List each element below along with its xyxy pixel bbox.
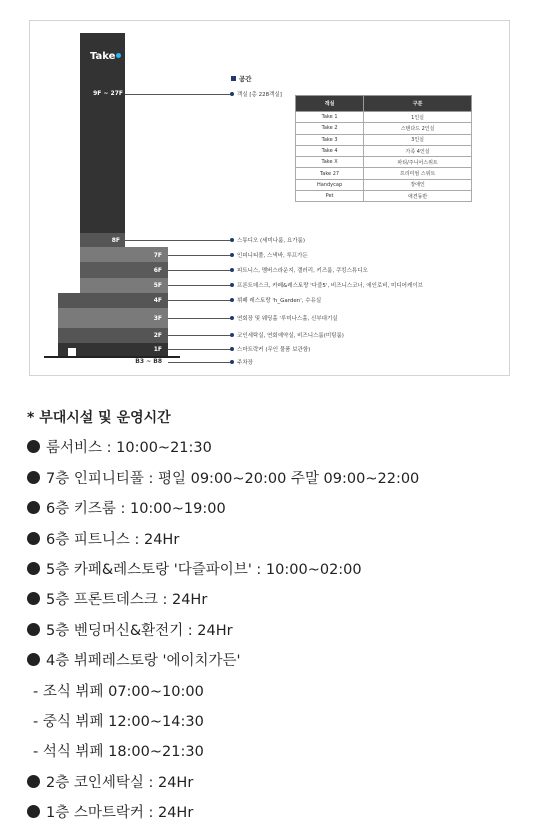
table-cell: 1인실 [364,112,472,123]
floor-description: 객실 [총 228객실] [237,92,282,98]
table-cell: 스탠다드 2인실 [364,123,472,134]
table-cell: Take X [296,157,364,168]
table-cell: Take 27 [296,168,364,179]
table-row [296,157,472,168]
leader-line [168,362,230,363]
table-cell: Take 1 [296,112,364,123]
list-item: 5층 벤딩머신&환전기 : 24Hr [27,621,527,651]
floor-label: 1F [153,346,162,353]
bullet-icon [27,562,40,575]
bullet-icon [27,471,40,484]
list-item: 4층 뷔페레스토랑 '에이치가든' [27,651,527,681]
bullet-icon [27,623,40,636]
leader-line [125,240,230,241]
floor-label: 4F [153,297,162,304]
table-row [296,112,472,123]
leader-line [168,255,230,256]
list-item: 6층 피트니스 : 24Hr [27,530,527,560]
floor-label: 2F [153,332,162,339]
legend-square-icon [231,76,236,81]
marker-dot-icon [230,283,234,287]
table-cell: Take 2 [296,123,364,134]
table-cell: 장애인 [364,179,472,190]
floor-label: 8F [111,237,120,244]
floor-description: 주차장 [237,360,253,366]
marker-dot-icon [230,253,234,257]
floor-label: 7F [153,252,162,259]
marker-dot-icon [230,360,234,364]
legend-title: 공간 [239,75,252,83]
table-row [296,123,472,134]
floor-description: 인피니티풀, 스낵바, 루프가든 [237,253,308,259]
logo-dot-icon [116,53,121,58]
table-cell: Pet [296,191,364,202]
leader-line [168,318,230,319]
floor-label: 3F [153,315,162,322]
list-item: 5층 프론트데스크 : 24Hr [27,590,527,620]
bullet-icon [27,805,40,818]
floor-label: 6F [153,267,162,274]
table-cell: Handycap [296,179,364,190]
list-item: 1층 스마트락커 : 24Hr [27,803,527,833]
table-cell: 애견동반 [364,191,472,202]
marker-dot-icon [230,268,234,272]
table-cell: 가족 4인실 [364,145,472,156]
leader-line [125,94,230,95]
list-item: 6층 키즈룸 : 10:00~19:00 [27,499,527,529]
list-item: 2층 코인세탁실 : 24Hr [27,773,527,803]
facility-hours [27,408,527,833]
floor-description: 스튜디오 (세미나룸, 요가룸) [237,238,305,244]
list-item: - 중식 뷔페 12:00~14:30 [33,713,204,730]
bullet-icon [27,653,40,666]
leader-line [168,300,230,301]
leader-line [168,285,230,286]
bullet-icon [27,775,40,788]
tower-block [80,33,125,245]
list-item: 룸서비스 : 10:00~21:30 [27,438,527,468]
leader-line [168,349,230,350]
bullet-icon [27,532,40,545]
notes-title: * 부대시설 및 운영시간 [27,410,171,426]
logo: Take [90,51,121,62]
floor-description: 뷔페 레스토랑 'h_Garden', 수유실 [237,298,322,304]
entrance-door [68,348,76,356]
table-cell: Take 4 [296,145,364,156]
floor-label: 5F [153,282,162,289]
list-item: - 석식 뷔페 18:00~21:30 [33,744,204,761]
table-row [296,191,472,202]
bullet-icon [27,592,40,605]
table-cell: 3인실 [364,134,472,145]
list-item: 7층 인피니티풀 : 평일 09:00~20:00 주말 09:00~22:00 [27,469,527,499]
table-cell: 프리미엄 스위트 [364,168,472,179]
marker-dot-icon [230,347,234,351]
legend [231,74,252,83]
floor-label: B3 ~ B8 [135,358,162,365]
leader-line [168,270,230,271]
leader-line [168,335,230,336]
table-row [296,145,472,156]
marker-dot-icon [230,92,234,96]
floor-label: 9F ~ 27F [93,90,123,97]
list-item: - 조식 뷔페 07:00~10:00 [33,683,204,700]
bullet-icon [27,501,40,514]
marker-dot-icon [230,333,234,337]
table-row [296,134,472,145]
table-header: 객실 [296,96,364,112]
table-cell: 파티/주니어스위트 [364,157,472,168]
table-cell: Take 3 [296,134,364,145]
floor-description: 피트니스, 멤버스라운지, 갤러리, 키즈룸, 쿠킹스튜디오 [237,268,368,274]
floor-description: 프론트데스크, 카페&레스토랑 '다즐5', 비즈니스코너, 에인로비, 미디어케이브 [237,283,423,289]
marker-dot-icon [230,298,234,302]
floor-description: 코인세탁실, 연회예약실, 비즈니스룸(미팅룸) [237,333,344,339]
marker-dot-icon [230,316,234,320]
floor-diagram [29,20,510,376]
table-header: 구분 [364,96,472,112]
marker-dot-icon [230,238,234,242]
table-row [296,168,472,179]
table-row [296,179,472,190]
room-type-table [295,95,472,202]
list-item: 5층 카페&레스토랑 '다즐파이브' : 10:00~02:00 [27,560,527,590]
floor-description: 스마트락커 (무인 물품 보관함) [237,347,311,353]
floor-description: 연회장 및 웨딩홀 '루미나스홀, 신부대기실 [237,316,338,322]
bullet-icon [27,440,40,453]
